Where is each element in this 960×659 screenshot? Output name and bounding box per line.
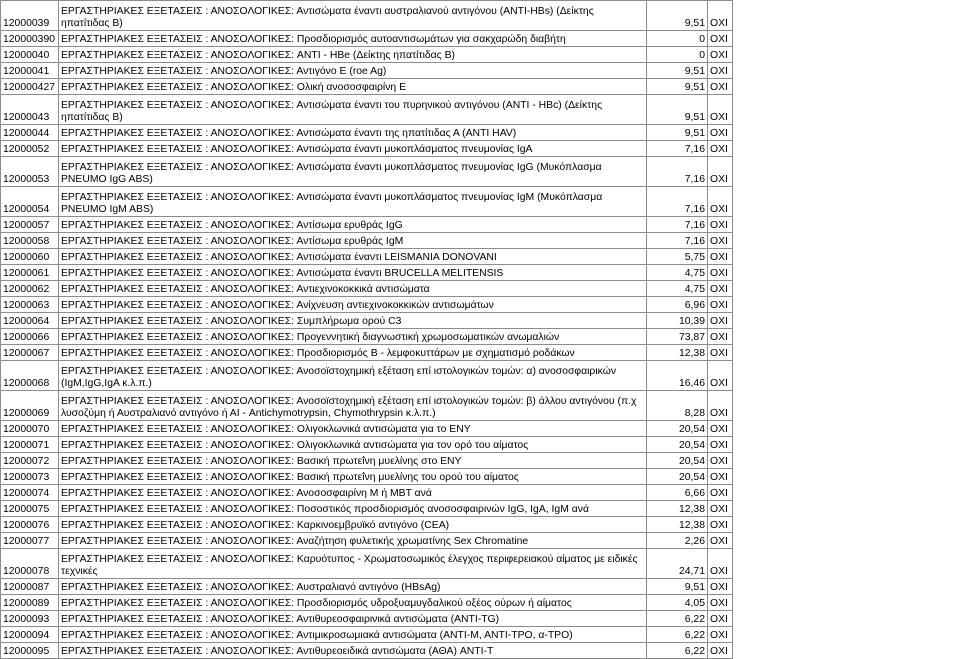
empty-cell [733, 437, 960, 453]
exam-flag-cell: ΟΧΙ [708, 79, 733, 95]
table-row [1, 281, 960, 297]
empty-cell [733, 1, 960, 31]
exam-description-cell: ΕΡΓΑΣΤΗΡΙΑΚΕΣ ΕΞΕΤΑΣΕΙΣ : ΑΝΟΣΟΛΟΓΙΚΕΣ: Ανοσοϊστοχημική εξέταση επί ιστολογικών τομών: β) άλλου αντιγόνου (π.χ λυσοζύμη ή Αυστραλιανό αντιγόνο ή ΑΙ - Antichymotrypsin, Chymothrypsin κ.λ.π.) [59, 391, 647, 421]
exam-price-cell: 12,38 [647, 345, 708, 361]
empty-cell [733, 501, 960, 517]
exam-code-cell: 12000095 [1, 643, 59, 659]
exam-code-cell: 12000089 [1, 595, 59, 611]
table-row [1, 517, 960, 533]
exam-code-cell: 12000069 [1, 391, 59, 421]
exam-flag-cell: ΟΧΙ [708, 249, 733, 265]
exam-flag-cell: ΟΧΙ [708, 297, 733, 313]
exam-price-cell: 6,96 [647, 297, 708, 313]
exam-price-cell: 5,75 [647, 249, 708, 265]
exam-price-cell: 7,16 [647, 187, 708, 217]
exam-description-cell: ΕΡΓΑΣΤΗΡΙΑΚΕΣ ΕΞΕΤΑΣΕΙΣ : ΑΝΟΣΟΛΟΓΙΚΕΣ: Καρυότυπος - Χρωματοσωμικός έλεγχος περιφερειακού αίματος με ειδικές τεχνικές [59, 549, 647, 579]
table-row [1, 249, 960, 265]
exam-description-cell: ΕΡΓΑΣΤΗΡΙΑΚΕΣ ΕΞΕΤΑΣΕΙΣ : ΑΝΟΣΟΛΟΓΙΚΕΣ: Βασική πρωτεΐνη μυελίνης στο ΕΝΥ [59, 453, 647, 469]
exam-description-cell: ΕΡΓΑΣΤΗΡΙΑΚΕΣ ΕΞΕΤΑΣΕΙΣ : ΑΝΟΣΟΛΟΓΙΚΕΣ: Αντίσωμα ερυθράς IgG [59, 217, 647, 233]
table-row [1, 469, 960, 485]
exam-flag-cell: ΟΧΙ [708, 421, 733, 437]
table-row [1, 47, 960, 63]
table-row [1, 549, 960, 579]
empty-cell [733, 453, 960, 469]
exam-code-cell: 12000061 [1, 265, 59, 281]
exam-code-cell: 120000390 [1, 31, 59, 47]
empty-cell [733, 157, 960, 187]
exam-description-cell: ΕΡΓΑΣΤΗΡΙΑΚΕΣ ΕΞΕΤΑΣΕΙΣ : ΑΝΟΣΟΛΟΓΙΚΕΣ: ANTI - HBe (Δείκτης ηπατίτιδας Β) [59, 47, 647, 63]
exam-flag-cell: ΟΧΙ [708, 549, 733, 579]
exam-code-cell: 12000073 [1, 469, 59, 485]
exam-flag-cell: ΟΧΙ [708, 329, 733, 345]
exam-price-cell: 0 [647, 47, 708, 63]
empty-cell [733, 627, 960, 643]
exam-code-cell: 12000044 [1, 125, 59, 141]
exam-code-cell: 12000076 [1, 517, 59, 533]
empty-cell [733, 579, 960, 595]
exam-description-cell: ΕΡΓΑΣΤΗΡΙΑΚΕΣ ΕΞΕΤΑΣΕΙΣ : ΑΝΟΣΟΛΟΓΙΚΕΣ: Προσδιορισμός Β - λεμφοκυττάρων με σχηματισμό ροδάκων [59, 345, 647, 361]
exam-code-cell: 12000072 [1, 453, 59, 469]
exam-description-cell: ΕΡΓΑΣΤΗΡΙΑΚΕΣ ΕΞΕΤΑΣΕΙΣ : ΑΝΟΣΟΛΟΓΙΚΕΣ: Ανοσοϊστοχημική εξέταση επί ιστολογικών τομών: α) ανοσοσφαιρικών (IgM,IgG,IgA κ.λ.π.) [59, 361, 647, 391]
exam-flag-cell: ΟΧΙ [708, 391, 733, 421]
empty-cell [733, 595, 960, 611]
empty-cell [733, 141, 960, 157]
exam-description-cell: ΕΡΓΑΣΤΗΡΙΑΚΕΣ ΕΞΕΤΑΣΕΙΣ : ΑΝΟΣΟΛΟΓΙΚΕΣ: Αντιγόνο Ε (roe Ag) [59, 63, 647, 79]
empty-cell [733, 297, 960, 313]
exam-code-cell: 12000093 [1, 611, 59, 627]
exam-code-cell: 12000043 [1, 95, 59, 125]
exam-flag-cell: ΟΧΙ [708, 1, 733, 31]
exam-code-cell: 12000077 [1, 533, 59, 549]
exam-price-cell: 6,66 [647, 485, 708, 501]
empty-cell [733, 233, 960, 249]
exam-code-cell: 120000427 [1, 79, 59, 95]
exam-flag-cell: ΟΧΙ [708, 313, 733, 329]
empty-cell [733, 485, 960, 501]
exam-description-cell: ΕΡΓΑΣΤΗΡΙΑΚΕΣ ΕΞΕΤΑΣΕΙΣ : ΑΝΟΣΟΛΟΓΙΚΕΣ: Ανοσοσφαιρίνη Μ ή ΜΒΤ ανά [59, 485, 647, 501]
exam-flag-cell: ΟΧΙ [708, 595, 733, 611]
exam-description-cell: ΕΡΓΑΣΤΗΡΙΑΚΕΣ ΕΞΕΤΑΣΕΙΣ : ΑΝΟΣΟΛΟΓΙΚΕΣ: Ολιγοκλωνικά αντισώματα για το ΕΝΥ [59, 421, 647, 437]
exam-price-cell: 12,38 [647, 501, 708, 517]
exam-price-cell: 8,28 [647, 391, 708, 421]
table-row [1, 501, 960, 517]
exam-description-cell: ΕΡΓΑΣΤΗΡΙΑΚΕΣ ΕΞΕΤΑΣΕΙΣ : ΑΝΟΣΟΛΟΓΙΚΕΣ: Βασική πρωτεΐνη μυελίνης του ορού του αίματος [59, 469, 647, 485]
empty-cell [733, 125, 960, 141]
exam-flag-cell: ΟΧΙ [708, 125, 733, 141]
exam-price-cell: 7,16 [647, 141, 708, 157]
empty-cell [733, 31, 960, 47]
exam-description-cell: ΕΡΓΑΣΤΗΡΙΑΚΕΣ ΕΞΕΤΑΣΕΙΣ : ΑΝΟΣΟΛΟΓΙΚΕΣ: Ποσοστικός προσδιορισμός ανοσοσφαιρινών IgG, IgA, IgM ανά [59, 501, 647, 517]
empty-cell [733, 329, 960, 345]
empty-cell [733, 643, 960, 659]
empty-cell [733, 469, 960, 485]
table-row [1, 265, 960, 281]
exam-description-cell: ΕΡΓΑΣΤΗΡΙΑΚΕΣ ΕΞΕΤΑΣΕΙΣ : ΑΝΟΣΟΛΟΓΙΚΕΣ: Ολική ανοσοσφαιρίνη Ε [59, 79, 647, 95]
exam-description-cell: ΕΡΓΑΣΤΗΡΙΑΚΕΣ ΕΞΕΤΑΣΕΙΣ : ΑΝΟΣΟΛΟΓΙΚΕΣ: Προσδιορισμός υδροξυαμυγδαλικού οξέος ούρων ή αίματος [59, 595, 647, 611]
exam-code-cell: 12000071 [1, 437, 59, 453]
table-row [1, 533, 960, 549]
table-row [1, 579, 960, 595]
table-row [1, 361, 960, 391]
exam-description-cell: ΕΡΓΑΣΤΗΡΙΑΚΕΣ ΕΞΕΤΑΣΕΙΣ : ΑΝΟΣΟΛΟΓΙΚΕΣ: Αναζήτηση φυλετικής χρωματίνης Sex Chromatine [59, 533, 647, 549]
table-row [1, 627, 960, 643]
exam-description-cell: ΕΡΓΑΣΤΗΡΙΑΚΕΣ ΕΞΕΤΑΣΕΙΣ : ΑΝΟΣΟΛΟΓΙΚΕΣ: Συμπλήρωμα ορού C3 [59, 313, 647, 329]
exam-code-cell: 12000062 [1, 281, 59, 297]
table-row [1, 595, 960, 611]
empty-cell [733, 611, 960, 627]
exam-code-cell: 12000054 [1, 187, 59, 217]
exam-code-cell: 12000064 [1, 313, 59, 329]
table-row [1, 453, 960, 469]
exam-flag-cell: ΟΧΙ [708, 533, 733, 549]
empty-cell [733, 79, 960, 95]
exam-flag-cell: ΟΧΙ [708, 187, 733, 217]
empty-cell [733, 345, 960, 361]
empty-cell [733, 391, 960, 421]
exam-flag-cell: ΟΧΙ [708, 345, 733, 361]
exam-flag-cell: ΟΧΙ [708, 141, 733, 157]
exam-code-cell: 12000068 [1, 361, 59, 391]
empty-cell [733, 249, 960, 265]
exam-flag-cell: ΟΧΙ [708, 501, 733, 517]
exam-flag-cell: ΟΧΙ [708, 437, 733, 453]
table-row [1, 233, 960, 249]
exam-price-cell: 20,54 [647, 437, 708, 453]
table-row [1, 1, 960, 31]
exam-flag-cell: ΟΧΙ [708, 579, 733, 595]
exam-price-cell: 20,54 [647, 421, 708, 437]
exam-code-cell: 12000058 [1, 233, 59, 249]
exam-flag-cell: ΟΧΙ [708, 265, 733, 281]
exam-price-cell: 7,16 [647, 217, 708, 233]
table-row [1, 187, 960, 217]
exam-flag-cell: ΟΧΙ [708, 281, 733, 297]
table-row [1, 485, 960, 501]
exam-description-cell: ΕΡΓΑΣΤΗΡΙΑΚΕΣ ΕΞΕΤΑΣΕΙΣ : ΑΝΟΣΟΛΟΓΙΚΕΣ: Αντιεχινοκοκκικά αντισώματα [59, 281, 647, 297]
exam-description-cell: ΕΡΓΑΣΤΗΡΙΑΚΕΣ ΕΞΕΤΑΣΕΙΣ : ΑΝΟΣΟΛΟΓΙΚΕΣ: Προγεννητική διαγνωστική χρωμοσωματικών ανωμαλιών [59, 329, 647, 345]
exam-description-cell: ΕΡΓΑΣΤΗΡΙΑΚΕΣ ΕΞΕΤΑΣΕΙΣ : ΑΝΟΣΟΛΟΓΙΚΕΣ: Ανίχνευση αντιεχινοκοκκικών αντισωμάτων [59, 297, 647, 313]
exam-flag-cell: ΟΧΙ [708, 31, 733, 47]
exam-price-cell: 0 [647, 31, 708, 47]
exam-price-cell: 6,22 [647, 627, 708, 643]
exam-price-cell: 24,71 [647, 549, 708, 579]
exam-code-cell: 12000067 [1, 345, 59, 361]
exam-price-cell: 9,51 [647, 1, 708, 31]
empty-cell [733, 313, 960, 329]
empty-cell [733, 187, 960, 217]
exam-price-cell: 4,05 [647, 595, 708, 611]
exam-description-cell: ΕΡΓΑΣΤΗΡΙΑΚΕΣ ΕΞΕΤΑΣΕΙΣ : ΑΝΟΣΟΛΟΓΙΚΕΣ: Αντιθυρεοσφαιρινικά αντισώματα (ΑΝΤΙ-TG) [59, 611, 647, 627]
exam-description-cell: ΕΡΓΑΣΤΗΡΙΑΚΕΣ ΕΞΕΤΑΣΕΙΣ : ΑΝΟΣΟΛΟΓΙΚΕΣ: Αντισώματα έναντι BRUCELLA MELITENSIS [59, 265, 647, 281]
exam-price-cell: 7,16 [647, 233, 708, 249]
exam-flag-cell: ΟΧΙ [708, 453, 733, 469]
exam-description-cell: ΕΡΓΑΣΤΗΡΙΑΚΕΣ ΕΞΕΤΑΣΕΙΣ : ΑΝΟΣΟΛΟΓΙΚΕΣ: Αντισώματα έναντι αυστραλιανού αντιγόνου (ΑΝΤΙ-HBs) (Δείκτης ηπατίτιδας Β) [59, 1, 647, 31]
exam-price-cell: 16,46 [647, 361, 708, 391]
exam-flag-cell: ΟΧΙ [708, 157, 733, 187]
exam-flag-cell: ΟΧΙ [708, 627, 733, 643]
empty-cell [733, 361, 960, 391]
table-row [1, 391, 960, 421]
table-row [1, 95, 960, 125]
table-row [1, 329, 960, 345]
exam-code-cell: 12000041 [1, 63, 59, 79]
empty-cell [733, 281, 960, 297]
table-row [1, 345, 960, 361]
exam-price-cell: 6,22 [647, 611, 708, 627]
exam-description-cell: ΕΡΓΑΣΤΗΡΙΑΚΕΣ ΕΞΕΤΑΣΕΙΣ : ΑΝΟΣΟΛΟΓΙΚΕΣ: Αντισώματα έναντι της ηπατίτιδας Α (ΑΝΤΙ HAV) [59, 125, 647, 141]
empty-cell [733, 217, 960, 233]
exam-flag-cell: ΟΧΙ [708, 233, 733, 249]
exam-code-cell: 12000057 [1, 217, 59, 233]
table-row [1, 31, 960, 47]
exam-description-cell: ΕΡΓΑΣΤΗΡΙΑΚΕΣ ΕΞΕΤΑΣΕΙΣ : ΑΝΟΣΟΛΟΓΙΚΕΣ: Αντισώματα έναντι μυκοπλάσματος πνευμονίας IgM (Μυκόπλασμα PNEUMO IgM ABS) [59, 187, 647, 217]
table-row [1, 437, 960, 453]
table-row [1, 313, 960, 329]
exam-price-cell: 9,51 [647, 579, 708, 595]
exam-price-cell: 9,51 [647, 125, 708, 141]
exam-price-cell: 20,54 [647, 469, 708, 485]
empty-cell [733, 95, 960, 125]
exam-price-cell: 2,26 [647, 533, 708, 549]
exam-price-cell: 4,75 [647, 265, 708, 281]
table-row [1, 63, 960, 79]
exam-code-cell: 12000060 [1, 249, 59, 265]
exam-price-cell: 73,87 [647, 329, 708, 345]
exam-description-cell: ΕΡΓΑΣΤΗΡΙΑΚΕΣ ΕΞΕΤΑΣΕΙΣ : ΑΝΟΣΟΛΟΓΙΚΕΣ: Αντισώματα έναντι μυκοπλάσματος πνευμονίας IgA [59, 141, 647, 157]
exam-code-cell: 12000075 [1, 501, 59, 517]
exam-description-cell: ΕΡΓΑΣΤΗΡΙΑΚΕΣ ΕΞΕΤΑΣΕΙΣ : ΑΝΟΣΟΛΟΓΙΚΕΣ: Αντιμικροσωμιακά αντισώματα (ΑΝΤΙ-Μ, ΑΝΤΙ-ΤΡΟ, α-ΤΡΟ) [59, 627, 647, 643]
exam-flag-cell: ΟΧΙ [708, 643, 733, 659]
table-row [1, 611, 960, 627]
exam-code-cell: 12000052 [1, 141, 59, 157]
empty-cell [733, 517, 960, 533]
exam-flag-cell: ΟΧΙ [708, 517, 733, 533]
exam-description-cell: ΕΡΓΑΣΤΗΡΙΑΚΕΣ ΕΞΕΤΑΣΕΙΣ : ΑΝΟΣΟΛΟΓΙΚΕΣ: Αντίσωμα ερυθράς IgM [59, 233, 647, 249]
exam-code-cell: 12000087 [1, 579, 59, 595]
table-row [1, 157, 960, 187]
exam-flag-cell: ΟΧΙ [708, 361, 733, 391]
exam-price-cell: 9,51 [647, 63, 708, 79]
exam-flag-cell: ΟΧΙ [708, 485, 733, 501]
exam-flag-cell: ΟΧΙ [708, 47, 733, 63]
exam-code-cell: 12000094 [1, 627, 59, 643]
exam-code-cell: 12000039 [1, 1, 59, 31]
table-row [1, 125, 960, 141]
exam-code-cell: 12000066 [1, 329, 59, 345]
exam-description-cell: ΕΡΓΑΣΤΗΡΙΑΚΕΣ ΕΞΕΤΑΣΕΙΣ : ΑΝΟΣΟΛΟΓΙΚΕΣ: Αντισώματα έναντι LEISMANIA DONOVANI [59, 249, 647, 265]
empty-cell [733, 63, 960, 79]
exam-code-cell: 12000053 [1, 157, 59, 187]
empty-cell [733, 549, 960, 579]
exam-description-cell: ΕΡΓΑΣΤΗΡΙΑΚΕΣ ΕΞΕΤΑΣΕΙΣ : ΑΝΟΣΟΛΟΓΙΚΕΣ: Αντιθυρεοειδικά αντισώματα (ΑΘΑ) ANTI-T [59, 643, 647, 659]
exam-code-cell: 12000078 [1, 549, 59, 579]
exam-flag-cell: ΟΧΙ [708, 469, 733, 485]
exam-price-cell: 20,54 [647, 453, 708, 469]
exam-code-cell: 12000040 [1, 47, 59, 63]
exam-price-cell: 6,22 [647, 643, 708, 659]
exam-description-cell: ΕΡΓΑΣΤΗΡΙΑΚΕΣ ΕΞΕΤΑΣΕΙΣ : ΑΝΟΣΟΛΟΓΙΚΕΣ: Αντισώματα έναντι του πυρηνικού αντιγόνου (ΑΝΤΙ - HBc) (Δείκτης ηπατίτιδας Β) [59, 95, 647, 125]
exam-description-cell: ΕΡΓΑΣΤΗΡΙΑΚΕΣ ΕΞΕΤΑΣΕΙΣ : ΑΝΟΣΟΛΟΓΙΚΕΣ: Αντισώματα έναντι μυκοπλάσματος πνευμονίας IgG (Μυκόπλασμα PNEUMO IgG ABS) [59, 157, 647, 187]
exam-price-cell: 7,16 [647, 157, 708, 187]
table-row [1, 297, 960, 313]
empty-cell [733, 421, 960, 437]
table-row [1, 79, 960, 95]
exam-flag-cell: ΟΧΙ [708, 611, 733, 627]
table-row [1, 217, 960, 233]
exam-code-cell: 12000074 [1, 485, 59, 501]
exam-price-cell: 10,39 [647, 313, 708, 329]
exam-flag-cell: ΟΧΙ [708, 63, 733, 79]
empty-cell [733, 533, 960, 549]
exam-price-cell: 12,38 [647, 517, 708, 533]
exam-description-cell: ΕΡΓΑΣΤΗΡΙΑΚΕΣ ΕΞΕΤΑΣΕΙΣ : ΑΝΟΣΟΛΟΓΙΚΕΣ: Καρκινοεμβρυϊκό αντιγόνο (CEA) [59, 517, 647, 533]
exam-description-cell: ΕΡΓΑΣΤΗΡΙΑΚΕΣ ΕΞΕΤΑΣΕΙΣ : ΑΝΟΣΟΛΟΓΙΚΕΣ: Αυστραλιανό αντιγόνο (HBsAg) [59, 579, 647, 595]
exam-code-cell: 12000070 [1, 421, 59, 437]
exam-flag-cell: ΟΧΙ [708, 217, 733, 233]
empty-cell [733, 47, 960, 63]
exam-code-cell: 12000063 [1, 297, 59, 313]
exam-flag-cell: ΟΧΙ [708, 95, 733, 125]
exam-description-cell: ΕΡΓΑΣΤΗΡΙΑΚΕΣ ΕΞΕΤΑΣΕΙΣ : ΑΝΟΣΟΛΟΓΙΚΕΣ: Ολιγοκλωνικά αντισώματα για τον ορό του αίματος [59, 437, 647, 453]
exam-description-cell: ΕΡΓΑΣΤΗΡΙΑΚΕΣ ΕΞΕΤΑΣΕΙΣ : ΑΝΟΣΟΛΟΓΙΚΕΣ: Προσδιορισμός αυτοαντισωμάτων για σακχαρώδη διαβήτη [59, 31, 647, 47]
table-row [1, 141, 960, 157]
exam-price-cell: 4,75 [647, 281, 708, 297]
exam-price-cell: 9,51 [647, 79, 708, 95]
table-row [1, 643, 960, 659]
exam-price-cell: 9,51 [647, 95, 708, 125]
empty-cell [733, 265, 960, 281]
table-row [1, 421, 960, 437]
